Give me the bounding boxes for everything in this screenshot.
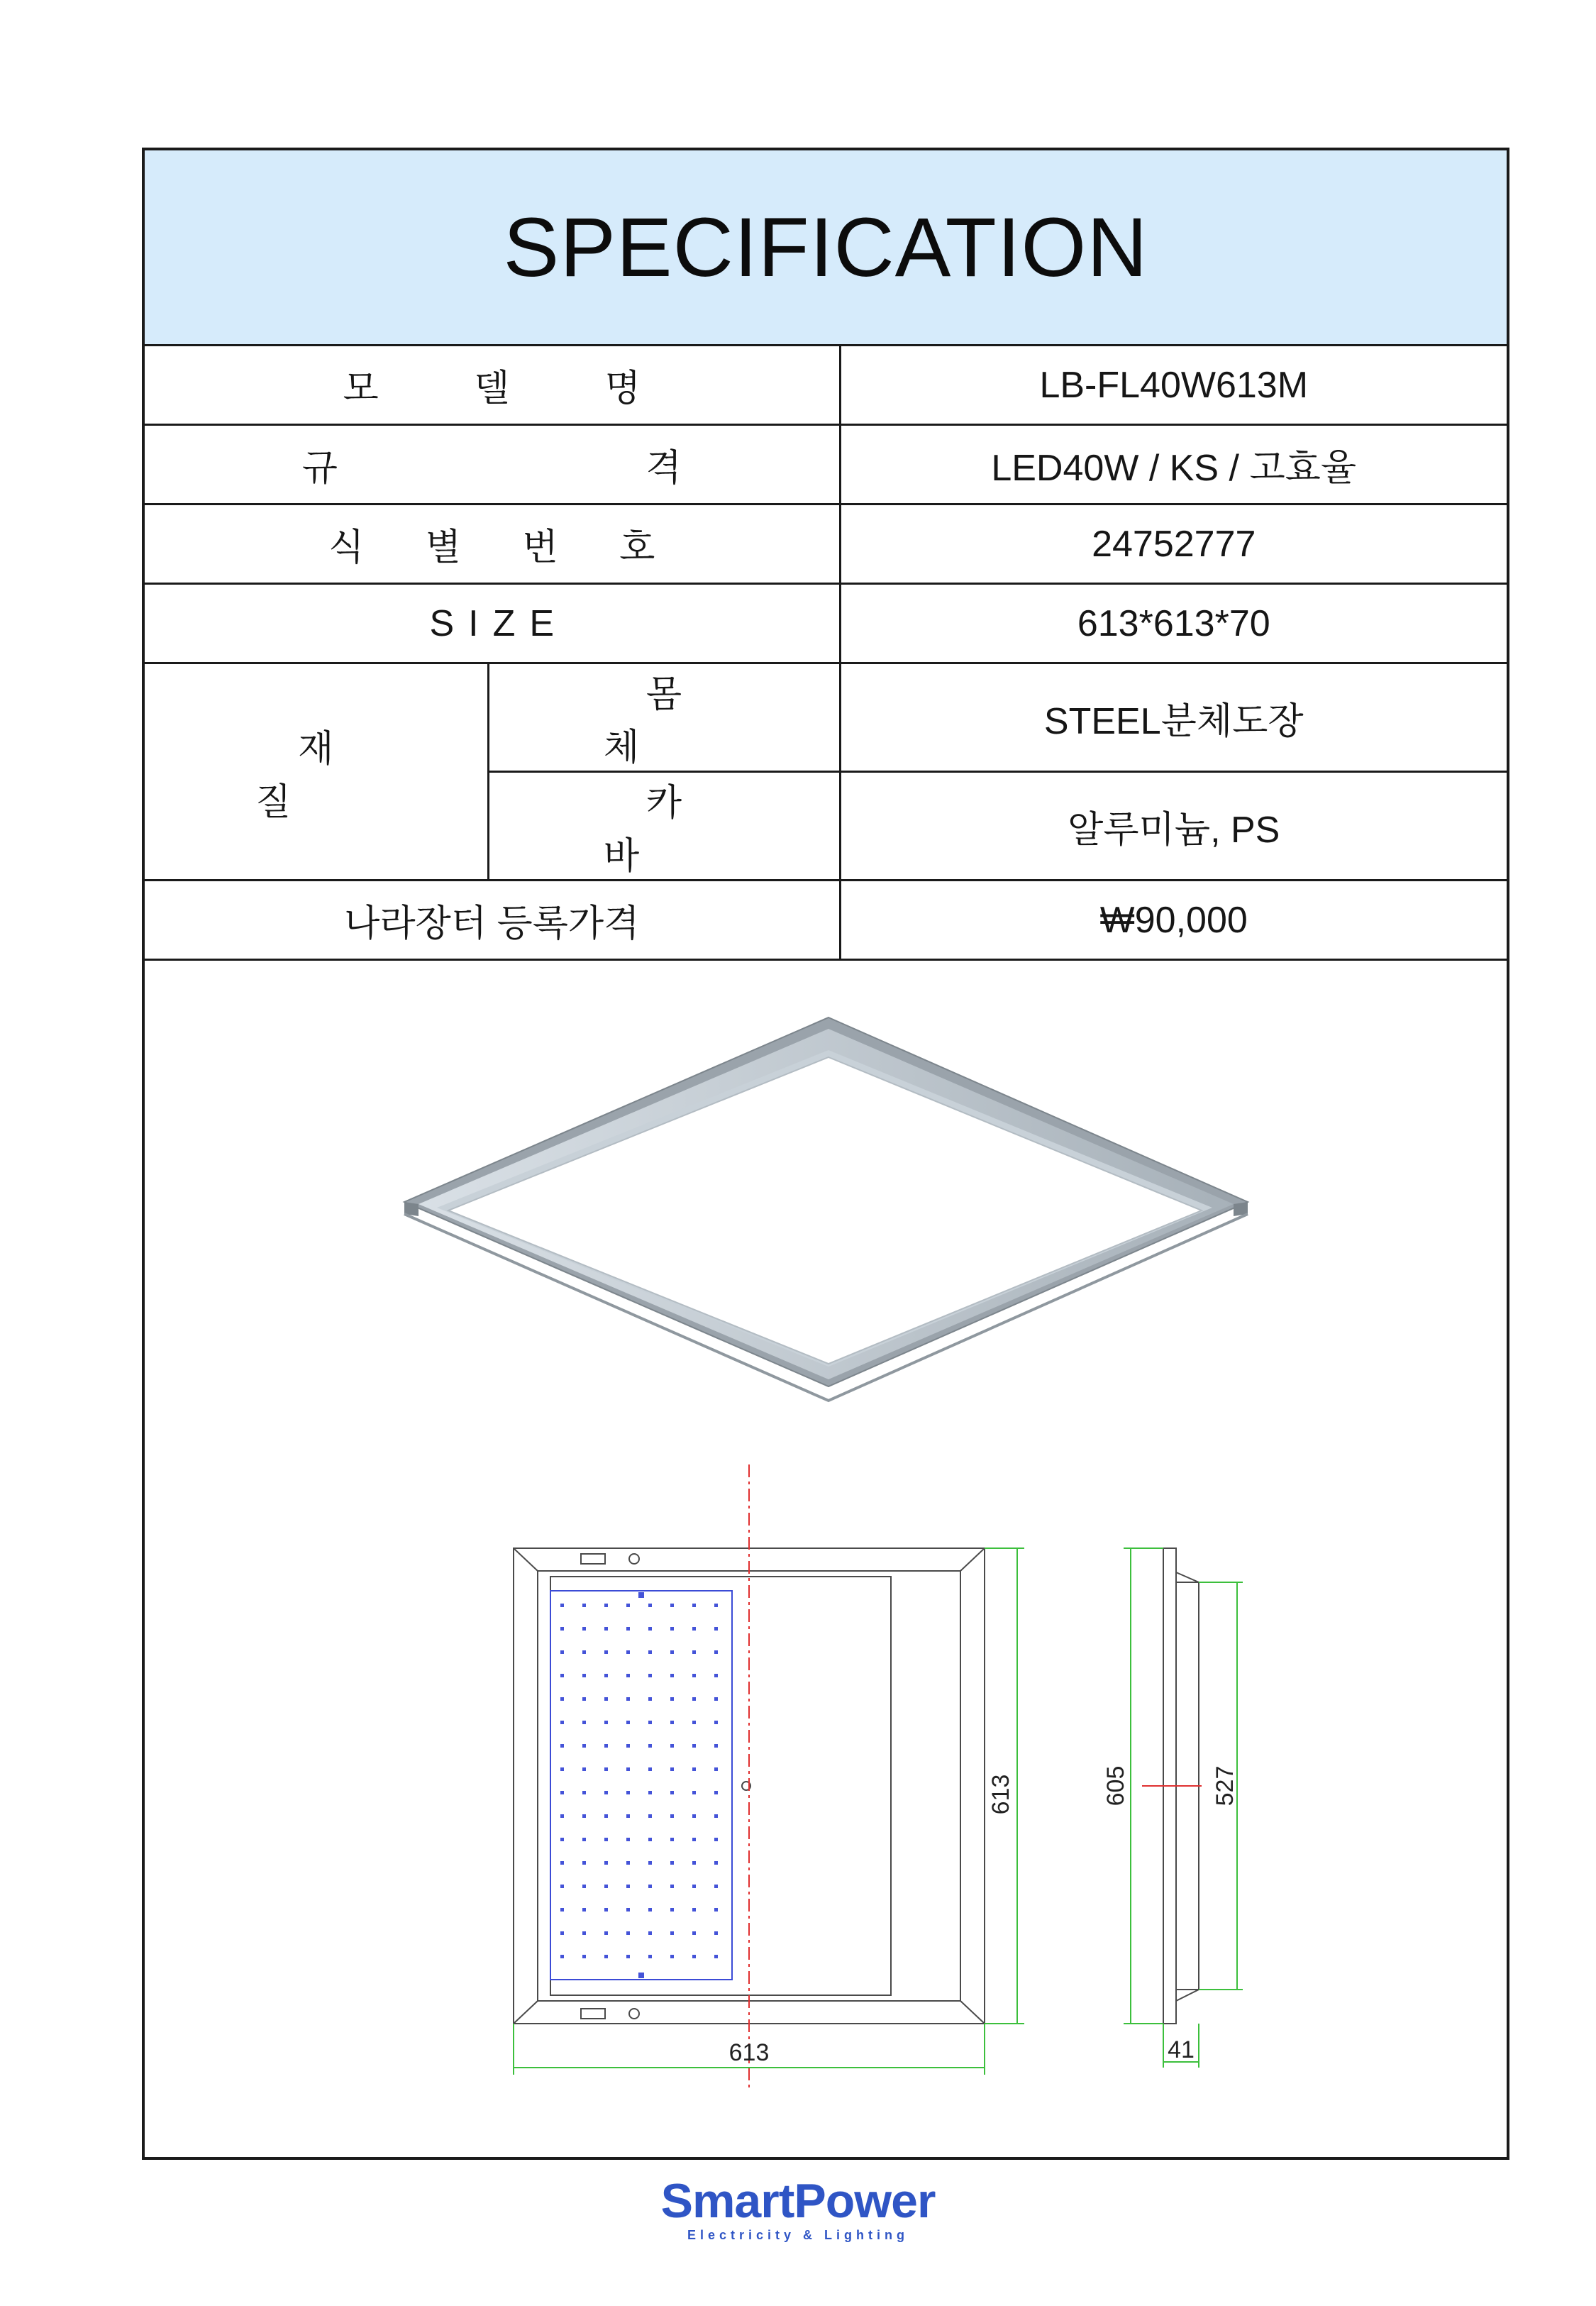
led-dot: [670, 1721, 674, 1724]
led-dot: [670, 1604, 674, 1607]
led-dot: [692, 1744, 696, 1748]
brand-name: SmartPower: [660, 2174, 936, 2228]
led-dot: [714, 1861, 718, 1865]
led-dot: [670, 1791, 674, 1794]
led-dot: [692, 1674, 696, 1677]
led-dot: [714, 1721, 718, 1724]
led-dot: [714, 1674, 718, 1677]
led-dot: [582, 1861, 586, 1865]
led-dot: [582, 1955, 586, 1958]
led-dot: [626, 1838, 630, 1841]
led-dot: [582, 1814, 586, 1818]
led-dot: [560, 1838, 564, 1841]
id-number-label: 식 별 번 호: [145, 504, 840, 584]
led-dot: [692, 1861, 696, 1865]
led-dot: [648, 1674, 652, 1677]
material-cover-value: 알루미늄, PS: [840, 772, 1507, 881]
brand-logo: [0, 2174, 1596, 2243]
led-dot: [604, 1955, 608, 1958]
led-dot: [560, 1650, 564, 1654]
led-dot: [714, 1814, 718, 1818]
led-dot: [626, 1697, 630, 1701]
led-dot: [560, 1791, 564, 1794]
led-dot: [692, 1791, 696, 1794]
table-row: [145, 584, 1507, 663]
led-dot: [670, 1814, 674, 1818]
led-dot: [714, 1791, 718, 1794]
led-dot: [670, 1838, 674, 1841]
led-dot: [604, 1931, 608, 1935]
led-dot: [670, 1908, 674, 1911]
led-dot: [604, 1650, 608, 1654]
led-dot: [560, 1697, 564, 1701]
led-dot: [648, 1650, 652, 1654]
product-drawing: [145, 890, 1507, 2160]
led-dot: [626, 1931, 630, 1935]
led-dot: [582, 1744, 586, 1748]
led-dot: [626, 1721, 630, 1724]
led-dot: [670, 1650, 674, 1654]
led-dot: [626, 1814, 630, 1818]
id-number-value: 24752777: [840, 504, 1507, 584]
led-dot: [604, 1697, 608, 1701]
led-dot: [648, 1627, 652, 1631]
price-label: 나라장터 등록가격: [145, 881, 840, 960]
led-dot: [692, 1697, 696, 1701]
led-dot: [692, 1650, 696, 1654]
led-dot: [692, 1908, 696, 1911]
led-array: [550, 1591, 732, 1980]
led-dot: [670, 1861, 674, 1865]
led-dot: [648, 1885, 652, 1888]
led-dot: [714, 1955, 718, 1958]
led-dot: [560, 1604, 564, 1607]
led-dot: [604, 1627, 608, 1631]
side-inner-label: 527: [1212, 1765, 1238, 1806]
size-label: SIZE: [145, 584, 840, 663]
price-value: ₩90,000: [840, 881, 1507, 960]
led-dot: [670, 1955, 674, 1958]
led-dot: [670, 1697, 674, 1701]
led-dot: [670, 1744, 674, 1748]
led-dot: [648, 1604, 652, 1607]
brand-tagline: Electricity & Lighting: [687, 2228, 909, 2242]
led-dot: [648, 1697, 652, 1701]
led-dot: [692, 1838, 696, 1841]
led-dot: [714, 1908, 718, 1911]
model-label: 모 델 명: [145, 346, 840, 425]
led-dot: [692, 1604, 696, 1607]
led-dot: [626, 1767, 630, 1771]
led-dot: [560, 1674, 564, 1677]
table-row: [145, 504, 1507, 584]
led-dot: [670, 1767, 674, 1771]
panel-perspective-view: [404, 1017, 1248, 1401]
led-dot: [648, 1814, 652, 1818]
led-dot: [560, 1744, 564, 1748]
led-dot: [692, 1885, 696, 1888]
led-dot: [560, 1908, 564, 1911]
led-dot: [604, 1604, 608, 1607]
led-dot: [670, 1885, 674, 1888]
led-dot: [604, 1838, 608, 1841]
led-dot: [714, 1604, 718, 1607]
material-cover-label: 카 바: [488, 772, 840, 881]
led-dot: [626, 1791, 630, 1794]
led-dot: [626, 1861, 630, 1865]
led-dot: [714, 1650, 718, 1654]
led-dot: [560, 1814, 564, 1818]
led-dot: [604, 1744, 608, 1748]
led-dot: [692, 1627, 696, 1631]
specification-sheet: [142, 148, 1509, 2160]
page-title: SPECIFICATION: [503, 200, 1148, 294]
led-dot: [692, 1814, 696, 1818]
led-dot: [582, 1791, 586, 1794]
led-dot: [582, 1650, 586, 1654]
led-dot: [648, 1838, 652, 1841]
led-dot: [626, 1650, 630, 1654]
led-dot: [582, 1885, 586, 1888]
led-dot: [582, 1604, 586, 1607]
product-drawing-area: [145, 890, 1507, 2160]
side-outer-label: 605: [1102, 1765, 1129, 1806]
model-value: LB-FL40W613M: [840, 346, 1507, 425]
led-dot: [648, 1861, 652, 1865]
led-dot: [692, 1767, 696, 1771]
led-dot: [582, 1908, 586, 1911]
led-dot: [604, 1674, 608, 1677]
led-dot: [582, 1931, 586, 1935]
led-dot: [648, 1955, 652, 1958]
led-dot: [560, 1721, 564, 1724]
led-dot: [582, 1767, 586, 1771]
material-body-label: 몸 체: [488, 663, 840, 772]
material-body-value: STEEL분체도장: [840, 663, 1507, 772]
table-row: [145, 346, 1507, 425]
led-dot: [582, 1697, 586, 1701]
led-dot: [560, 1627, 564, 1631]
led-dot: [648, 1931, 652, 1935]
led-dot: [626, 1744, 630, 1748]
led-dot: [604, 1861, 608, 1865]
led-dot: [648, 1908, 652, 1911]
led-dot: [604, 1767, 608, 1771]
title-banner: [145, 150, 1507, 346]
led-dot: [648, 1744, 652, 1748]
led-dot: [560, 1767, 564, 1771]
led-dot: [648, 1721, 652, 1724]
led-dot: [604, 1885, 608, 1888]
led-dot: [626, 1674, 630, 1677]
led-dot: [692, 1721, 696, 1724]
led-dot: [714, 1744, 718, 1748]
led-dot: [714, 1697, 718, 1701]
side-depth-label: 41: [1168, 2036, 1195, 2063]
led-dot: [626, 1955, 630, 1958]
led-dot: [604, 1908, 608, 1911]
led-dot: [582, 1721, 586, 1724]
led-dot: [604, 1721, 608, 1724]
led-dot: [648, 1791, 652, 1794]
led-dot: [670, 1931, 674, 1935]
size-value: 613*613*70: [840, 584, 1507, 663]
led-dot: [670, 1627, 674, 1631]
led-dot: [582, 1627, 586, 1631]
table-row: [145, 663, 1507, 772]
standard-value: LED40W / KS / 고효율: [840, 425, 1507, 504]
standard-label: 규 격: [145, 425, 840, 504]
led-dot: [604, 1791, 608, 1794]
spec-table: [145, 346, 1507, 961]
led-dot: [626, 1885, 630, 1888]
led-dot: [670, 1674, 674, 1677]
led-dot: [604, 1814, 608, 1818]
led-dot: [560, 1861, 564, 1865]
table-row: [145, 425, 1507, 504]
led-dot: [626, 1627, 630, 1631]
led-dot: [692, 1955, 696, 1958]
led-dot: [714, 1838, 718, 1841]
led-dot: [560, 1885, 564, 1888]
led-dot: [714, 1767, 718, 1771]
led-dot: [582, 1674, 586, 1677]
led-dot: [560, 1931, 564, 1935]
led-dot: [714, 1931, 718, 1935]
led-dot: [692, 1931, 696, 1935]
led-dot: [560, 1955, 564, 1958]
material-label: 재 질: [145, 663, 488, 881]
led-dot: [582, 1838, 586, 1841]
led-dot: [714, 1627, 718, 1631]
front-height-label: 613: [987, 1774, 1014, 1815]
led-dot: [714, 1885, 718, 1888]
front-width-label: 613: [728, 2039, 770, 2066]
led-dot: [626, 1908, 630, 1911]
led-dot: [648, 1767, 652, 1771]
led-dot: [626, 1604, 630, 1607]
